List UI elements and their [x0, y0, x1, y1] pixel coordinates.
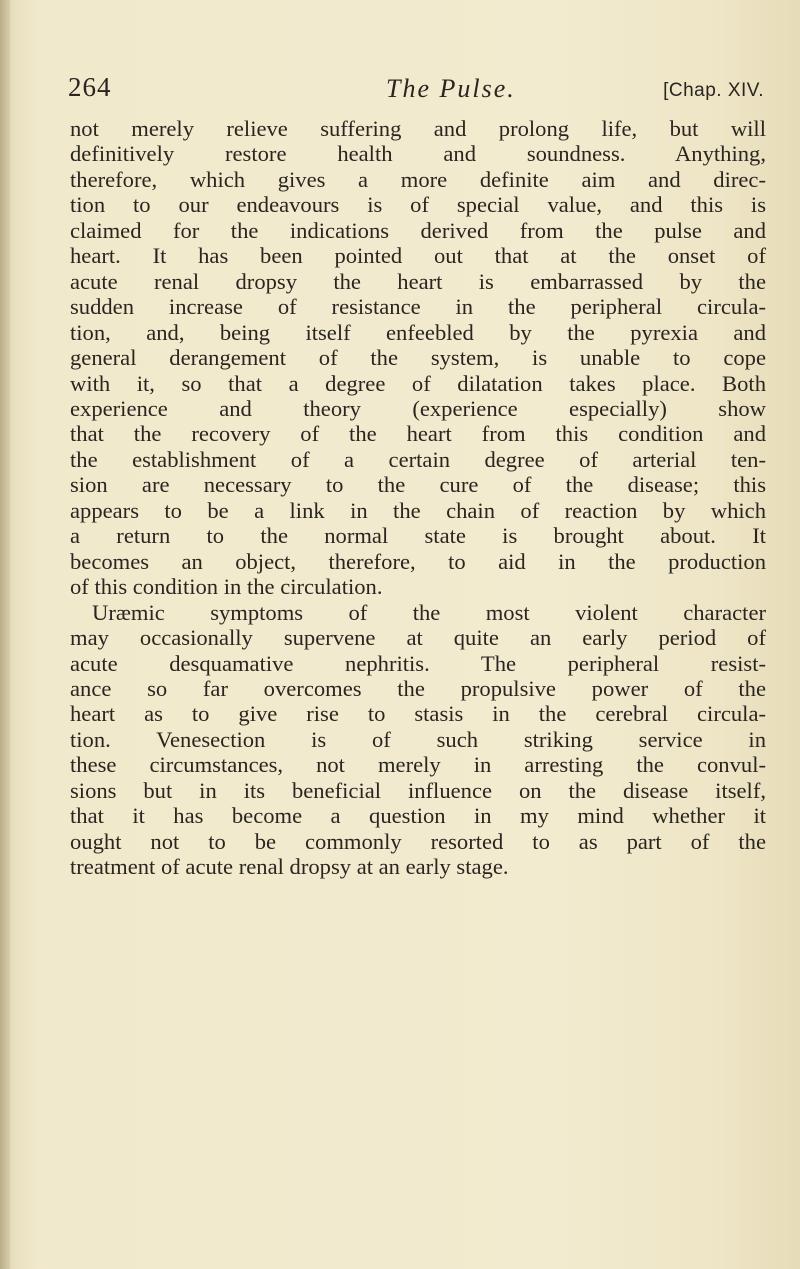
paragraph-1: [70, 116, 766, 600]
text-line: sions but in its beneficial influence on the disease itself,: [70, 777, 766, 803]
text-line: heart. It has been pointed out that at the onset of: [70, 243, 766, 269]
text-line: sion are necessary to the cure of the disease; this: [70, 472, 766, 498]
text-line: ance so far overcomes the propulsive power of the: [70, 675, 766, 701]
text-line: general derangement of the system, is unable to cope: [70, 345, 766, 371]
chapter-reference: [Chap. XIV.: [663, 80, 764, 101]
text-line: treatment of acute renal dropsy at an early stage.: [70, 854, 509, 880]
text-line: tion to our endeavours is of special value, and this is: [70, 192, 766, 218]
text-line: tion. Venesection is of such striking service in: [70, 726, 766, 752]
text-line: these circumstances, not merely in arresting the convul-: [70, 752, 766, 778]
paragraph-2: [70, 600, 766, 880]
text-line: that it has become a question in my mind whether it: [70, 803, 766, 829]
page-number: 264: [68, 72, 112, 102]
text-line: with it, so that a degree of dilatation takes place. Both: [70, 370, 766, 396]
text-line: acute renal dropsy the heart is embarrassed by the: [70, 268, 766, 294]
body-text: [70, 116, 766, 880]
text-line: tion, and, being itself enfeebled by the pyrexia and: [70, 319, 766, 345]
text-line: appears to be a link in the chain of reaction by which: [70, 497, 766, 523]
running-head: [68, 72, 768, 112]
text-line: definitively restore health and soundness. Anything,: [70, 141, 766, 167]
text-line: that the recovery of the heart from this condition and: [70, 421, 766, 447]
text-line: becomes an object, therefore, to aid in the production: [70, 548, 766, 574]
text-line: may occasionally supervene at quite an early period of: [70, 625, 766, 651]
text-line: sudden increase of resistance in the peripheral circula-: [70, 294, 766, 320]
text-line: the establishment of a certain degree of arterial ten-: [70, 446, 766, 472]
text-line: a return to the normal state is brought about. It: [70, 523, 766, 549]
text-line: heart as to give rise to stasis in the cerebral circula-: [70, 701, 766, 727]
text-line: claimed for the indications derived from the pulse and: [70, 217, 766, 243]
text-line: therefore, which gives a more definite aim and direc-: [70, 166, 766, 192]
text-line: ought not to be commonly resorted to as part of the: [70, 828, 766, 854]
running-title: The Pulse.: [386, 74, 516, 103]
text-line: experience and theory (experience especially) show: [70, 395, 766, 421]
text-line: not merely relieve suffering and prolong life, but will: [70, 116, 766, 141]
text-line: acute desquamative nephritis. The peripheral resist-: [70, 650, 766, 676]
page-binding-edge: [0, 0, 10, 1269]
text-line: of this condition in the circulation.: [70, 574, 383, 600]
text-line: Uræmic symptoms of the most violent character: [92, 599, 766, 625]
